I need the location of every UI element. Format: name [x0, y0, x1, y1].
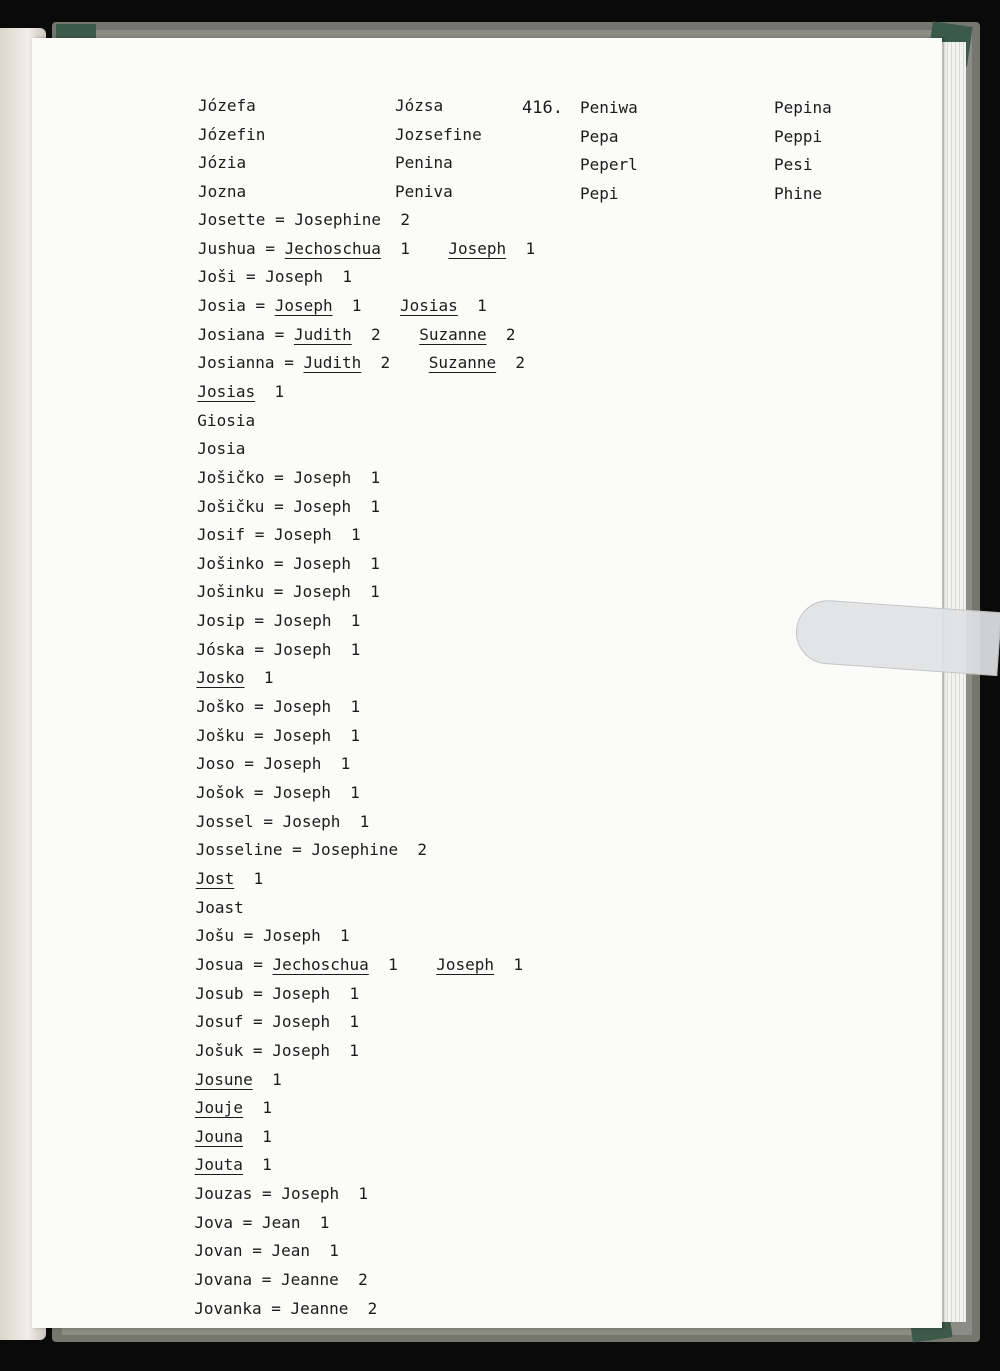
- entry-name: Josko: [196, 668, 245, 688]
- entry-target: Joseph: [436, 954, 495, 974]
- entry-target: Suzanne: [419, 324, 487, 344]
- equals-sign: =: [252, 1040, 263, 1060]
- entry-number: 1: [370, 553, 380, 573]
- equals-sign: =: [255, 295, 266, 315]
- equals-sign: =: [254, 525, 265, 545]
- entry-number: 1: [358, 1184, 369, 1204]
- entry-number: 1: [350, 697, 361, 717]
- header-name: Phine: [774, 183, 823, 203]
- header-name: Józefin: [198, 124, 266, 144]
- entry-number: 1: [349, 983, 360, 1003]
- document-page: [32, 38, 942, 1328]
- header-name: Jozsefine: [395, 124, 482, 144]
- equals-sign: =: [253, 1012, 263, 1032]
- entry-target: Joseph: [281, 1184, 340, 1204]
- header-name: Peperl: [580, 155, 638, 174]
- entry-number: 2: [400, 210, 410, 229]
- entry-line: [195, 1213, 330, 1232]
- entry-line: [195, 1070, 282, 1089]
- entry-target: Jeanne: [290, 1298, 349, 1318]
- equals-sign: =: [265, 238, 275, 258]
- entry-line: [197, 640, 361, 659]
- entry-line: [196, 812, 369, 831]
- entry-target: Joseph: [272, 983, 331, 1003]
- entry-target: Jean: [271, 1241, 311, 1261]
- entry-name: Jošinku: [196, 582, 265, 602]
- entry-name: Josip: [196, 611, 245, 631]
- equals-sign: =: [263, 811, 273, 831]
- entry-number: 2: [380, 353, 391, 373]
- entry-line: [194, 1299, 377, 1318]
- entry-line: [196, 668, 273, 687]
- entry-target: Joseph: [293, 582, 351, 602]
- entry-line: [197, 382, 284, 401]
- entry-line: [195, 1012, 359, 1031]
- entry-name: Jovana: [194, 1270, 253, 1290]
- entry-line: [195, 1184, 368, 1203]
- entry-line: [198, 325, 516, 344]
- entry-number: 1: [274, 381, 285, 401]
- header-name: Peppi: [774, 126, 823, 146]
- entry-target: Judith: [293, 324, 352, 344]
- entry-target: Joseph: [293, 553, 351, 573]
- entry-number: 2: [417, 840, 428, 860]
- entry-line: [197, 468, 380, 487]
- header-name: Peniwa: [580, 98, 638, 117]
- entry-name: Jošuk: [195, 1040, 244, 1060]
- entry-line: [196, 783, 360, 802]
- entry-line: [195, 1127, 272, 1146]
- entry-name: Josianna: [197, 353, 275, 373]
- equals-sign: =: [274, 324, 285, 344]
- entry-target: Joseph: [293, 467, 352, 487]
- entry-target: Joseph: [273, 611, 332, 631]
- entry-name: Josias: [197, 381, 256, 401]
- entry-target: Suzanne: [428, 353, 497, 373]
- equals-sign: =: [274, 496, 284, 516]
- entry-name: Josua: [195, 954, 244, 974]
- entry-line: [196, 697, 360, 716]
- entry-name: Josia: [197, 295, 246, 315]
- entry-number: 1: [477, 295, 487, 315]
- equals-sign: =: [252, 1241, 262, 1261]
- equals-sign: =: [261, 1270, 272, 1290]
- entry-name: Josif: [196, 525, 246, 545]
- entry-name: Josuf: [195, 1012, 244, 1032]
- entry-name: Jóska: [196, 639, 245, 659]
- entry-name: Jouzas: [194, 1184, 253, 1204]
- entry-name: Josiana: [197, 324, 266, 344]
- entry-line: [197, 439, 245, 458]
- entry-name: Giosia: [197, 410, 256, 430]
- entry-name: Jovanka: [194, 1298, 262, 1318]
- entry-target: Joseph: [272, 1012, 331, 1032]
- entry-target: Josephine: [311, 840, 399, 860]
- entry-number: 1: [263, 668, 274, 688]
- header-name: Pepa: [580, 126, 619, 146]
- entry-name: Joast: [195, 897, 244, 917]
- entry-number: 1: [349, 1012, 359, 1032]
- entry-line: [195, 955, 523, 974]
- entry-name: Josia: [197, 439, 246, 459]
- entry-line: [196, 726, 360, 745]
- entry-number: 1: [400, 238, 410, 258]
- entry-name: Jošu: [195, 926, 235, 946]
- header-name: Pesi: [774, 155, 813, 174]
- equals-sign: =: [273, 553, 284, 573]
- entry-name: Josette: [198, 210, 266, 229]
- entry-target: Joseph: [448, 238, 507, 258]
- entry-name: Jovan: [194, 1241, 243, 1261]
- equals-sign: =: [271, 1298, 281, 1318]
- entry-line: [196, 898, 244, 917]
- entry-name: Jouta: [194, 1155, 243, 1175]
- entry-line: [196, 840, 427, 859]
- entry-name: Jouje: [194, 1098, 244, 1118]
- header-name: Józia: [198, 153, 247, 172]
- entry-name: Jova: [194, 1212, 234, 1232]
- equals-sign: =: [273, 582, 284, 602]
- entry-line: [195, 1098, 272, 1117]
- entry-number: 1: [370, 496, 381, 516]
- entry-number: 1: [370, 582, 380, 602]
- entry-name: Jošok: [196, 783, 245, 802]
- entry-number: 1: [388, 954, 398, 974]
- entry-line: [198, 267, 352, 286]
- entry-line: [197, 554, 380, 573]
- entry-name: Jošičko: [197, 467, 265, 487]
- entry-line: [198, 239, 535, 258]
- entry-name: Joši: [197, 267, 237, 287]
- entry-name: Joso: [196, 754, 235, 774]
- header-name: Józefa: [198, 96, 256, 115]
- entry-number: 1: [350, 725, 360, 745]
- entry-target: Joseph: [263, 754, 322, 774]
- entry-line: [196, 926, 350, 945]
- header-name: Pepi: [580, 183, 619, 203]
- entry-line: [196, 754, 350, 773]
- entry-target: Joseph: [273, 725, 332, 745]
- entry-target: Josias: [400, 295, 458, 315]
- entry-number: 1: [340, 754, 351, 774]
- entry-line: [194, 1241, 339, 1260]
- entry-target: Jeanne: [281, 1270, 339, 1290]
- entry-number: 1: [370, 467, 381, 487]
- entry-target: Joseph: [282, 811, 341, 831]
- entry-number: 1: [350, 611, 361, 631]
- entry-number: 1: [350, 639, 361, 659]
- equals-sign: =: [284, 353, 294, 373]
- equals-sign: =: [253, 983, 263, 1003]
- entry-number: 1: [349, 1040, 359, 1060]
- header-name: Józsa: [395, 96, 444, 115]
- entry-name: Joško: [196, 697, 245, 717]
- entry-number: 1: [351, 295, 362, 315]
- entry-name: Jossel: [195, 811, 254, 831]
- entry-line: [198, 296, 487, 315]
- equals-sign: =: [275, 210, 285, 229]
- entry-number: 1: [253, 868, 264, 888]
- entry-line: [196, 869, 263, 888]
- entry-line: [198, 210, 410, 229]
- equals-sign: =: [242, 1212, 253, 1232]
- entry-target: Jean: [261, 1212, 301, 1232]
- equals-sign: =: [254, 697, 264, 717]
- entry-line: [197, 525, 361, 544]
- entry-number: 2: [367, 1298, 378, 1318]
- entry-number: 1: [340, 926, 350, 946]
- header-name: Peniva: [395, 181, 453, 201]
- entry-target: Joseph: [273, 783, 331, 802]
- equals-sign: =: [244, 754, 254, 774]
- equals-sign: =: [292, 840, 302, 860]
- equals-sign: =: [262, 1184, 272, 1204]
- entry-name: Josseline: [195, 840, 283, 860]
- header-name: Jozna: [198, 181, 247, 201]
- entry-name: Josune: [195, 1069, 253, 1089]
- entry-number: 1: [513, 954, 523, 974]
- entry-name: Josub: [195, 983, 244, 1003]
- equals-sign: =: [243, 926, 254, 946]
- entry-target: Joseph: [293, 496, 352, 516]
- entry-line: [197, 611, 361, 630]
- entry-target: Joseph: [262, 926, 321, 946]
- entry-line: [194, 1270, 367, 1289]
- entry-name: Jushua: [197, 238, 256, 258]
- equals-sign: =: [274, 467, 284, 487]
- entry-line: [198, 353, 526, 372]
- entry-number: 1: [329, 1241, 339, 1261]
- entry-target: Joseph: [272, 1040, 330, 1060]
- entry-number: 1: [351, 525, 361, 545]
- entry-number: 1: [359, 811, 370, 831]
- entry-line: [197, 497, 380, 516]
- entry-target: Jechoschua: [284, 238, 381, 258]
- entry-line: [195, 1155, 272, 1174]
- page-number: 416.: [522, 98, 563, 118]
- entry-line: [195, 1041, 359, 1060]
- entry-number: 1: [272, 1069, 282, 1089]
- equals-sign: =: [254, 611, 265, 631]
- equals-sign: =: [253, 954, 263, 974]
- entry-name: Jošinko: [196, 553, 265, 573]
- header-name: Penina: [395, 153, 453, 172]
- entry-name: Jouna: [194, 1126, 243, 1146]
- entry-number: 1: [319, 1212, 330, 1232]
- entry-number: 2: [358, 1270, 368, 1290]
- entry-target: Josephine: [294, 210, 382, 229]
- entry-number: 2: [515, 353, 526, 373]
- entry-line: [197, 411, 255, 430]
- entry-number: 1: [262, 1126, 272, 1146]
- entry-name: Jost: [195, 868, 235, 888]
- entry-number: 2: [371, 324, 381, 344]
- equals-sign: =: [254, 725, 264, 745]
- entry-target: Joseph: [265, 267, 324, 287]
- entry-line: [195, 984, 359, 1003]
- entry-target: Joseph: [273, 525, 332, 545]
- entry-target: Jechoschua: [272, 954, 369, 974]
- entry-name: Jošičku: [197, 496, 265, 516]
- header-name: Pepina: [774, 98, 832, 117]
- entry-number: 1: [342, 267, 352, 287]
- equals-sign: =: [254, 639, 264, 659]
- entry-number: 1: [525, 238, 536, 258]
- entry-target: Joseph: [273, 697, 332, 717]
- equals-sign: =: [245, 267, 256, 287]
- entry-target: Judith: [303, 353, 362, 373]
- entry-line: [197, 582, 380, 601]
- entry-number: 1: [350, 783, 360, 802]
- entry-number: 1: [262, 1155, 272, 1175]
- entry-target: Joseph: [274, 295, 333, 315]
- equals-sign: =: [253, 783, 264, 802]
- entry-name: Jošku: [196, 725, 245, 745]
- entry-number: 1: [262, 1098, 272, 1118]
- entry-number: 2: [505, 324, 516, 344]
- entry-target: Joseph: [273, 639, 332, 659]
